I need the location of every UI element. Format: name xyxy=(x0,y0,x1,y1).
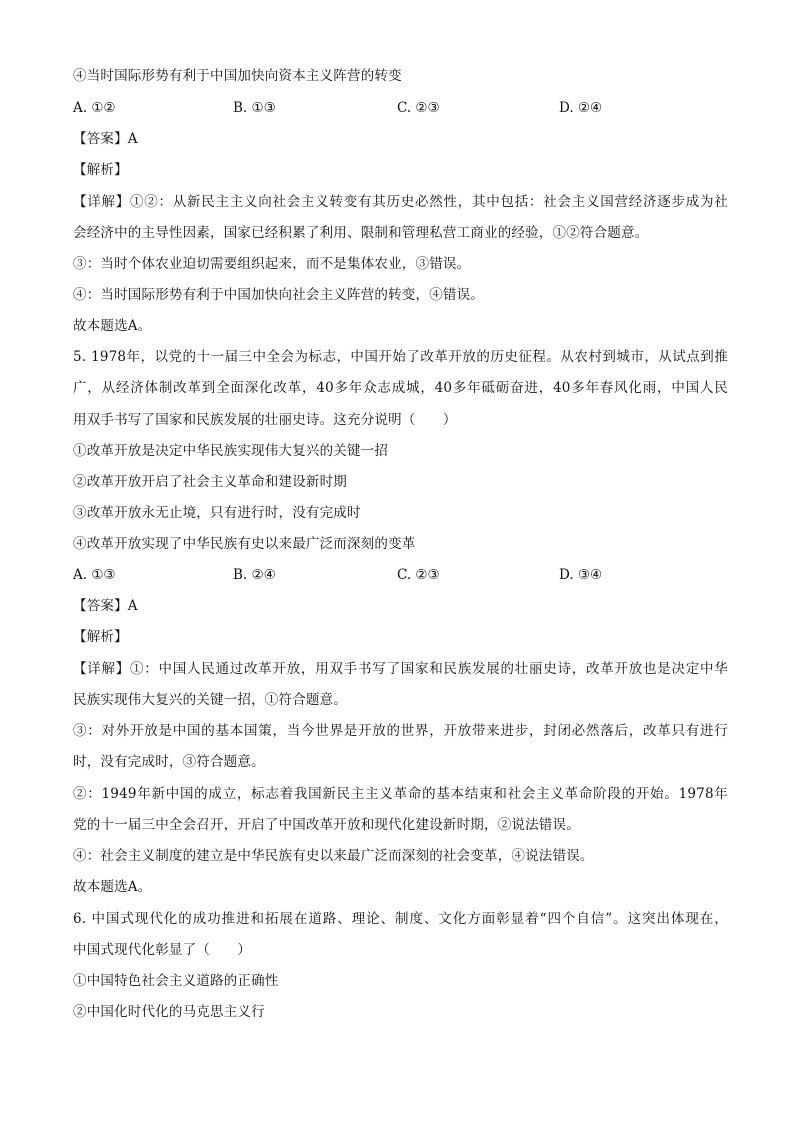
q4-options xyxy=(73,98,728,118)
q6-stem-1: 6. 中国式现代化的成功推进和拓展在道路、理论、制度、文化方面彰显着“四个自信”。这突出体现在， xyxy=(73,911,728,927)
q5-option-c: C. ②③ xyxy=(397,567,440,583)
q5-option-b: B. ②④ xyxy=(233,567,276,583)
q5-statement-1: ①改革开放是决定中华民族实现伟大复兴的关键一招 xyxy=(73,443,389,459)
q5-detail-3a: ②：1949年新中国的成立，标志着我国新民主主义革命的基本结束和社会主义革命阶段的开始。1978年 xyxy=(73,786,728,802)
q5-stem-1: 5. 1978年，以党的十一届三中全会为标志，中国开始了改革开放的历史征程。从农村到城市，从试点到推 xyxy=(73,349,728,365)
q5-detail-1b: 民族实现伟大复兴的关键一招，①符合题意。 xyxy=(73,692,347,708)
q5-conclusion: 故本题选A。 xyxy=(73,879,152,895)
q4-option-b: B. ①③ xyxy=(233,100,276,116)
q4-option-c: C. ②③ xyxy=(397,100,440,116)
q4-statement-4: ④当时国际形势有利于中国加快向资本主义阵营的转变 xyxy=(73,68,402,84)
q5-options xyxy=(73,565,728,585)
q5-detail-2a: ③：对外开放是中国的基本国策，当今世界是开放的世界，开放带来进步，封闭必然落后，改革只有进行 xyxy=(73,723,728,739)
q4-conclusion: 故本题选A。 xyxy=(73,318,152,334)
q5-stem-2: 广，从经济体制改革到全面深化改革，40多年众志成城，40多年砥砺奋进，40多年春风化雨，中国人民 xyxy=(73,380,728,396)
q5-statement-3: ③改革开放永无止境，只有进行时，没有完成时 xyxy=(73,505,361,521)
q5-detail-1a: 【详解】①：中国人民通过改革开放，用双手书写了国家和民族发展的壮丽史诗，改革开放也是决定中华 xyxy=(73,661,728,677)
q4-detail-3: ④：当时国际形势有利于中国加快向社会主义阵营的转变，④错误。 xyxy=(73,287,484,303)
q4-analysis-heading: 【解析】 xyxy=(73,162,128,178)
q5-answer: 【答案】A xyxy=(73,598,138,614)
q4-answer: 【答案】A xyxy=(73,131,138,147)
q6-statement-2: ②中国化时代化的马克思主义行 xyxy=(73,1004,265,1020)
q5-detail-2b: 时，没有完成时，③符合题意。 xyxy=(73,754,265,770)
q5-option-a: A. ①③ xyxy=(73,567,116,583)
q6-statement-1: ①中国特色社会主义道路的正确性 xyxy=(73,973,279,989)
q4-detail-1b: 会经济中的主导性因素，国家已经积累了利用、限制和管理私营工商业的经验，①②符合题意。 xyxy=(73,225,649,241)
q5-detail-4: ④：社会主义制度的建立是中华民族有史以来最广泛而深刻的社会变革，④说法错误。 xyxy=(73,848,594,864)
q4-detail-1a: 【详解】①②：从新民主主义向社会主义转变有其历史必然性，其中包括：社会主义国营经济逐步成为社 xyxy=(73,194,728,210)
q5-stem-3: 用双手书写了国家和民族发展的壮丽史诗。这充分说明（ ） xyxy=(73,412,457,428)
q4-option-a: A. ①② xyxy=(73,100,116,116)
q5-option-d: D. ③④ xyxy=(559,567,603,583)
q5-analysis-heading: 【解析】 xyxy=(73,629,128,645)
q6-stem-2: 中国式现代化彰显了（ ） xyxy=(73,942,252,958)
q5-statement-2: ②改革开放开启了社会主义革命和建设新时期 xyxy=(73,474,347,490)
q4-detail-2: ③：当时个体农业迫切需要组织起来，而不是集体农业，③错误。 xyxy=(73,256,471,272)
q5-statement-4: ④改革开放实现了中华民族有史以来最广泛而深刻的变革 xyxy=(73,536,416,552)
q5-detail-3b: 党的十一届三中全会召开，开启了中国改革开放和现代化建设新时期，②说法错误。 xyxy=(73,817,580,833)
q4-option-d: D. ②④ xyxy=(559,100,603,116)
